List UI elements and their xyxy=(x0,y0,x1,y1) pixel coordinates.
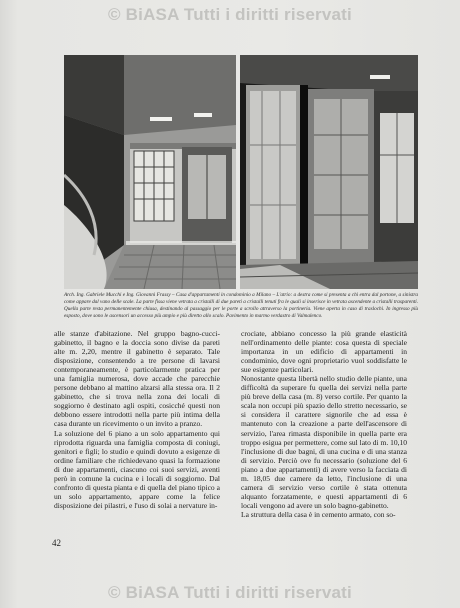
watermark-bottom: © BiASA Tutti i diritti riservati xyxy=(108,583,352,602)
page-number: 42 xyxy=(52,538,61,548)
text-column-right xyxy=(241,329,407,519)
column-left-text: alle stanze d'abitazione. Nel gruppo bagno-cucci-gabinetto, il bagno e la doccia sono divise da pareti alte m. 2,20, mentre il gabinetto è separato. Tale disposizione, consentendo a tre persone di lavarsi contemporaneamente, è particolarmente pratica per una famiglia numerosa, dove accade che parecchie persone debbano al mattino alzarsi alla stessa ora. Il 2 gabinetto, che si trova nella zona dei locali di soggiorno è destinato agli ospiti, cosicché questi non debbono essere introdotti nella parte più intima della casa durante un ricevimento o un invito a pranzo. La soluzione del 6 piano a un solo appartamento qui riprodotta riguarda una famiglia composta di coniugi, genitori e figli; lo studio e quindi dovuto a esigenze di ordine familiare che richiedevano quasi la formazione di due appartamenti, ciascuno coi suoi servizi, aventi però in comune la cucina e i locali di soggiorno. Dal confronto di questa pianta e di quella del piano tipico a un solo appartamento, appare come la felice disposizione dei pilastri, e l'uso di solai a nervature in- xyxy=(54,329,220,510)
photo-atrium-left xyxy=(64,55,236,289)
photo-atrium-right xyxy=(240,55,418,289)
text-column-left xyxy=(54,329,220,510)
column-right-text: crociate, abbiano concesso la più grande elasticità nell'ordinamento delle piante: cosa questa di speciale importanza in un edificio di appartamenti in condominio, dove ogni proprietario vuol soddisfatte le sue esigenze particolari. Nonostante questa libertà nello studio delle piante, una difficoltà da superare fu quella dei servizi nella parte più breve della casa (m. 8) verso cortile. Per quanto la scala non occupi più spazio dello stretto necessario, se si considera il carattere signorile che ad essa è mantenuto con la creazione a parte dell'ascensore di servizio, l'area rimasta disponibile in quella parte era troppo esigua per permettere, come sul lato di m. 10,10 l'inclusione di due bagni, di una cucina e di una stanza di servizio. Perciò ove fu necessario (soluzione del 6 piano a due appartamenti) di avere verso la facciata di m. 18,05 due camere da letto, l'inclusione di una camera di servizio verso cortile è stata ottenuta alquanto forzatamente, e questi appartamenti di 6 locali vengono ad avere un solo bagno-gabinetto. La struttura della casa è in cemento armato, con so- xyxy=(241,329,407,519)
photo-atrium-right-image xyxy=(240,55,418,289)
watermark-top: © BiASA Tutti i diritti riservati xyxy=(108,5,352,24)
photo-atrium-left-image xyxy=(64,55,236,289)
photo-caption: Arch. Ing. Gabriele Mucchi e Ing. Giovanni Frassy – Casa d'appartamenti in condominio a Milano – L'atrio: a destra come si presenta a chi entra dal portone, a sinistra come appare dal vano delle scale. La parte fissa viene vetrata a cristalli di due pareti a cristalli tenuti fra le quali si inserisce in vetrata ascendente a cristalli trasparenti. Quella parte resta permanentemente chiusa, destinando al passaggio per le porte a scrollo attraverso la portineria. Viene aperta in caso di traslochi. In ingresso più esposto, dove sono le ascensori un accesso più ampio e più diretto allo scalo. Pavimento in marmo verdastro di Valmalenco. xyxy=(64,292,418,319)
